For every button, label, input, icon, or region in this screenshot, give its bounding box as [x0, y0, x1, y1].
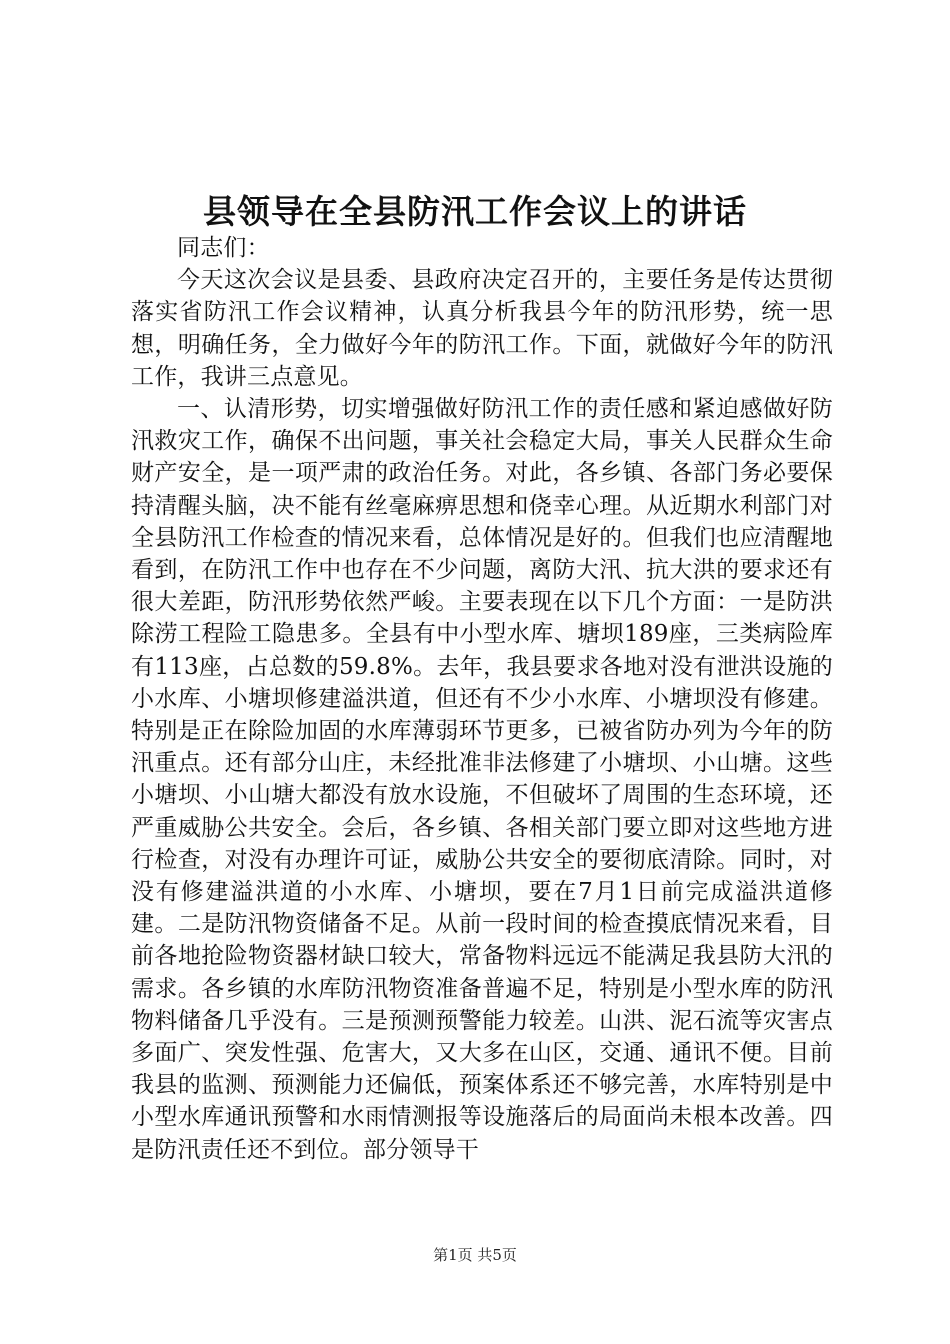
paragraph-section-one: 一、认清形势，切实增强做好防汛工作的责任感和紧迫感做好防汛救灾工作，确保不出问题，事关社会稳定大局，事关人民群众生命财产安全，是一项严肃的政治任务。对此，各乡镇、各部门务必要保持清醒头脑，决不能有丝毫麻痹思想和侥幸心理。从近期水利部门对全县防汛工作检查的情况来看，总体情况是好的。但我们也应清醒地看到，在防汛工作中也存在不少问题，离防大汛、抗大洪的要求还有很大差距，防汛形势依然严峻。主要表现在以下几个方面：一是防洪除涝工程险工隐患多。全县有中小型水库、塘坝189座，三类病险库有113座，占总数的59.8%。去年，我县要求各地对没有泄洪设施的小水库、小塘坝修建溢洪道，但还有不少小水库、小塘坝没有修建。特别是正在除险加固的水库薄弱环节更多，已被省防办列为今年的防汛重点。还有部分山庄，未经批准非法修建了小塘坝、小山塘。这些小塘坝、小山塘大都没有放水设施，不但破坏了周围的生态环境，还严重威胁公共安全。会后，各乡镇、各相关部门要立即对这些地方进行检查，对没有办理许可证，威胁公共安全的要彻底清除。同时，对没有修建溢洪道的小水库、小塘坝，要在7月1日前完成溢洪道修建。二是防汛物资储备不足。从前一段时间的检查摸底情况来看，目前各地抢险物资器材缺口较大，常备物料远远不能满足我县防大汛的需求。各乡镇的水库防汛物资准备普遍不足，特别是小型水库的防汛物料储备几乎没有。三是预测预警能力较差。山洪、泥石流等灾害点多面广、突发性强、危害大，又大多在山区，交通、通讯不便。目前我县的监测、预测能力还偏低，预案体系还不够完善，水库特别是中小型水库通讯预警和水雨情测报等设施落后的局面尚未根本改善。四是防汛责任还不到位。部分领导干: [131, 396, 833, 1163]
page-footer: 第1页 共5页: [433, 1246, 517, 1264]
document-body: [131, 232, 833, 1166]
paragraph-intro: 今天这次会议是县委、县政府决定召开的，主要任务是传达贯彻落实省防汛工作会议精神，认真分析我县今年的防汛形势，统一思想，明确任务，全力做好今年的防汛工作。下面，就做好今年的防汛工作，我讲三点意见。: [131, 267, 833, 390]
page-title: 县领导在全县防汛工作会议上的讲话: [203, 192, 747, 231]
paragraph-salutation: 同志们：: [177, 235, 270, 261]
